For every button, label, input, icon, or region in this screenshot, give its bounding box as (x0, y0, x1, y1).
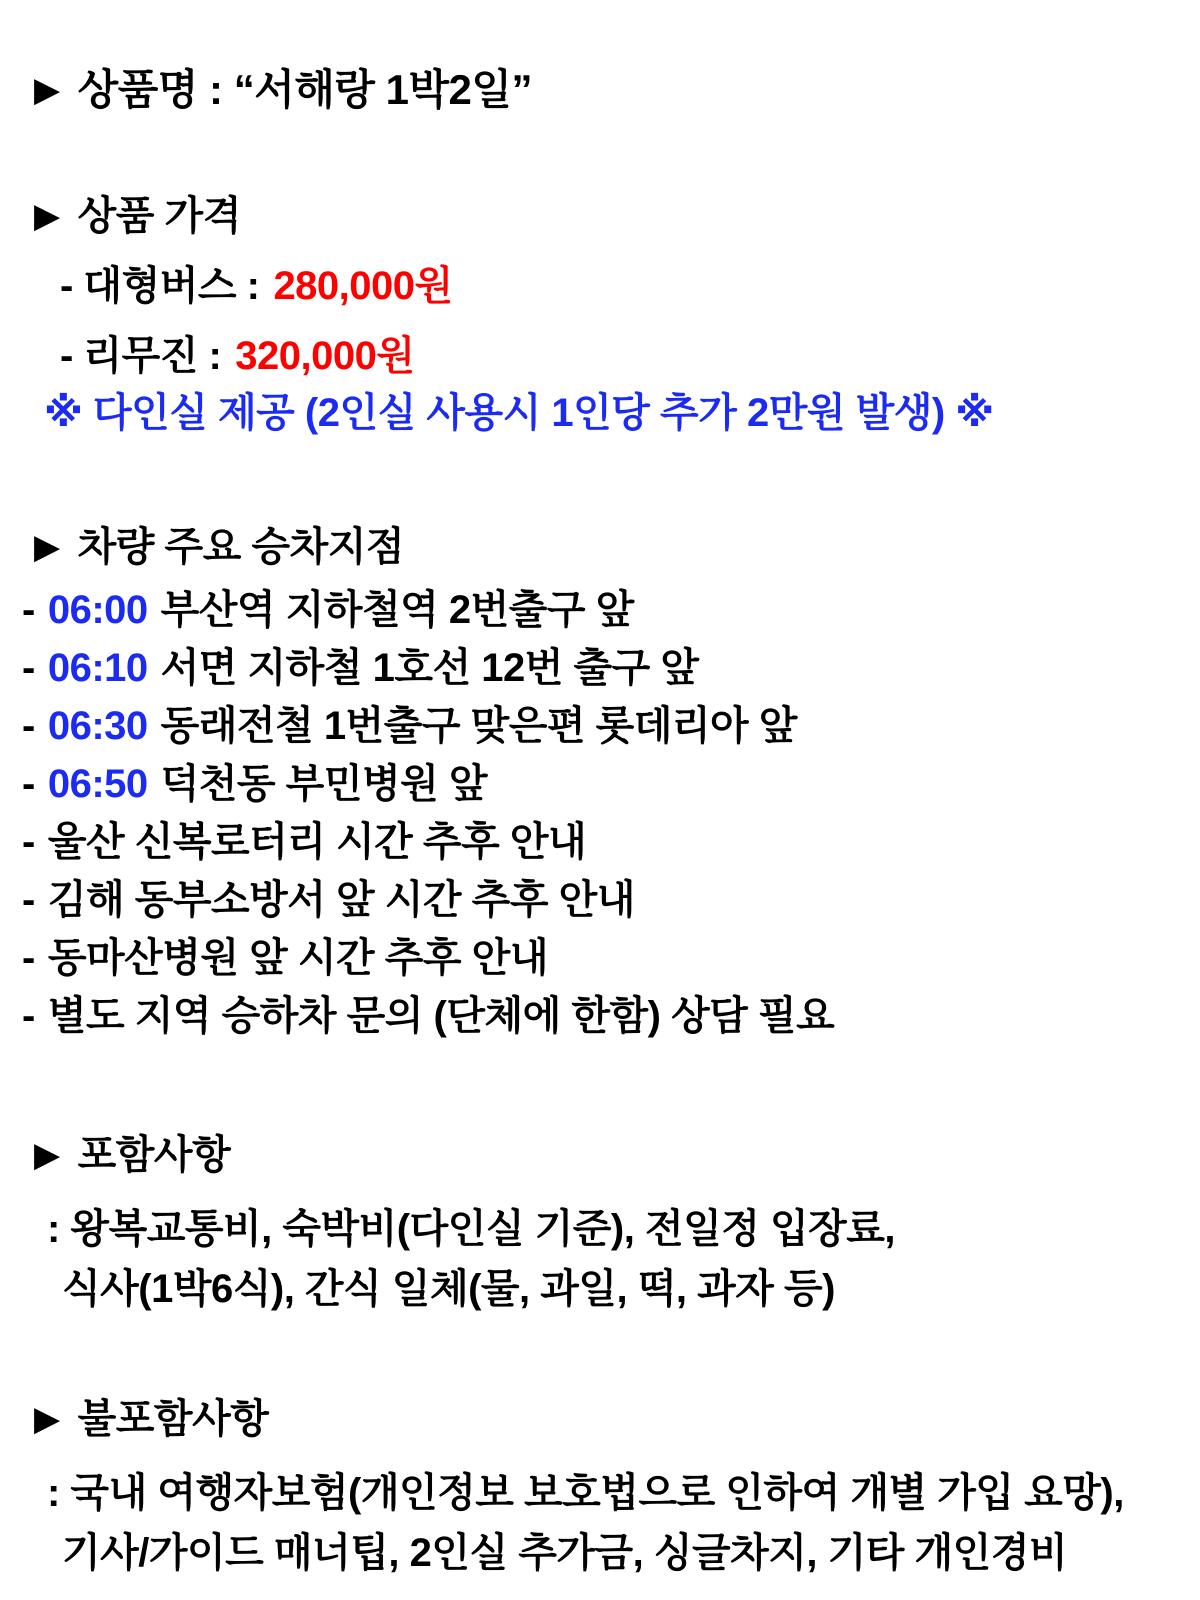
price-heading (22, 192, 1170, 240)
dash: - (22, 936, 35, 980)
price-value: 280,000원 (273, 264, 453, 308)
price-label: - 리무진 : (60, 334, 222, 378)
dash: - (22, 646, 35, 690)
pickup-point-row (22, 929, 1170, 987)
triangle-bullet-icon: ▶ (34, 1136, 60, 1174)
pickup-text: 김해 동부소방서 앞 시간 추후 안내 (47, 878, 635, 922)
triangle-bullet-icon: ▶ (34, 71, 60, 109)
included-line-1: : 왕복교통비, 숙박비(다인실 기준), 전일정 입장료, (47, 1207, 896, 1251)
pickup-text: 별도 지역 승하차 문의 (단체에 한함) 상담 필요 (47, 994, 835, 1038)
pickup-text: 덕천동 부민병원 앞 (160, 762, 487, 806)
excluded-line-2: 기사/가이드 매너팁, 2인실 추가금, 싱글차지, 기타 개인경비 (62, 1531, 1068, 1575)
room-surcharge-note: ※ 다인실 제공 (2인실 사용시 1인당 추가 2만원 발생) ※ (44, 391, 994, 435)
pickup-time: 06:10 (47, 646, 148, 690)
excluded-line-1: : 국내 여행자보험(개인정보 보호법으로 인하여 개별 가입 요망), (47, 1471, 1124, 1515)
pickup-text: 울산 신복로터리 시간 추후 안내 (47, 820, 587, 864)
dash: - (22, 820, 35, 864)
pickup-time: 06:00 (47, 588, 148, 632)
price-value: 320,000원 (235, 334, 415, 378)
price-row-bus (22, 262, 1170, 310)
price-section (22, 192, 1170, 437)
pickup-time: 06:50 (47, 762, 148, 806)
pickup-point-row (22, 987, 1170, 1045)
product-name-heading (22, 66, 1170, 114)
pickup-list (22, 581, 1170, 1045)
included-heading (22, 1131, 1170, 1179)
price-label: - 대형버스 : (60, 264, 260, 308)
pickup-text: 동마산병원 앞 시간 추후 안내 (47, 936, 548, 980)
pickup-point-row (22, 581, 1170, 639)
pickup-point-row (22, 813, 1170, 871)
pickup-heading (22, 523, 1170, 571)
price-heading-text: 상품 가격 (77, 194, 241, 238)
pickup-point-row (22, 697, 1170, 755)
included-section (22, 1131, 1170, 1319)
included-heading-text: 포함사항 (77, 1133, 231, 1177)
pickup-text: 동래전철 1번출구 맞은편 롯데리아 앞 (160, 704, 797, 748)
triangle-bullet-icon: ▶ (34, 197, 60, 235)
included-line-2: 식사(1박6식), 간식 일체(물, 과일, 떡, 과자 등) (62, 1267, 836, 1311)
excluded-heading (22, 1395, 1170, 1443)
pickup-heading-text: 차량 주요 승차지점 (77, 525, 405, 569)
pickup-point-row (22, 755, 1170, 813)
dash: - (22, 762, 35, 806)
pickup-time: 06:30 (47, 704, 148, 748)
triangle-bullet-icon: ▶ (34, 528, 60, 566)
pickup-point-row (22, 871, 1170, 929)
dash: - (22, 704, 35, 748)
pickup-point-row (22, 639, 1170, 697)
price-row-limousine (22, 332, 1170, 380)
pickup-section (22, 523, 1170, 1045)
pickup-text: 부산역 지하철역 2번출구 앞 (160, 588, 634, 632)
dash: - (22, 878, 35, 922)
excluded-section (22, 1395, 1170, 1583)
triangle-bullet-icon: ▶ (34, 1400, 60, 1438)
product-name-text: 상품명 : “서해랑 1박2일” (77, 66, 532, 113)
excluded-heading-text: 불포함사항 (77, 1397, 269, 1441)
dash: - (22, 588, 35, 632)
pickup-text: 서면 지하철 1호선 12번 출구 앞 (160, 646, 699, 690)
dash: - (22, 994, 35, 1038)
